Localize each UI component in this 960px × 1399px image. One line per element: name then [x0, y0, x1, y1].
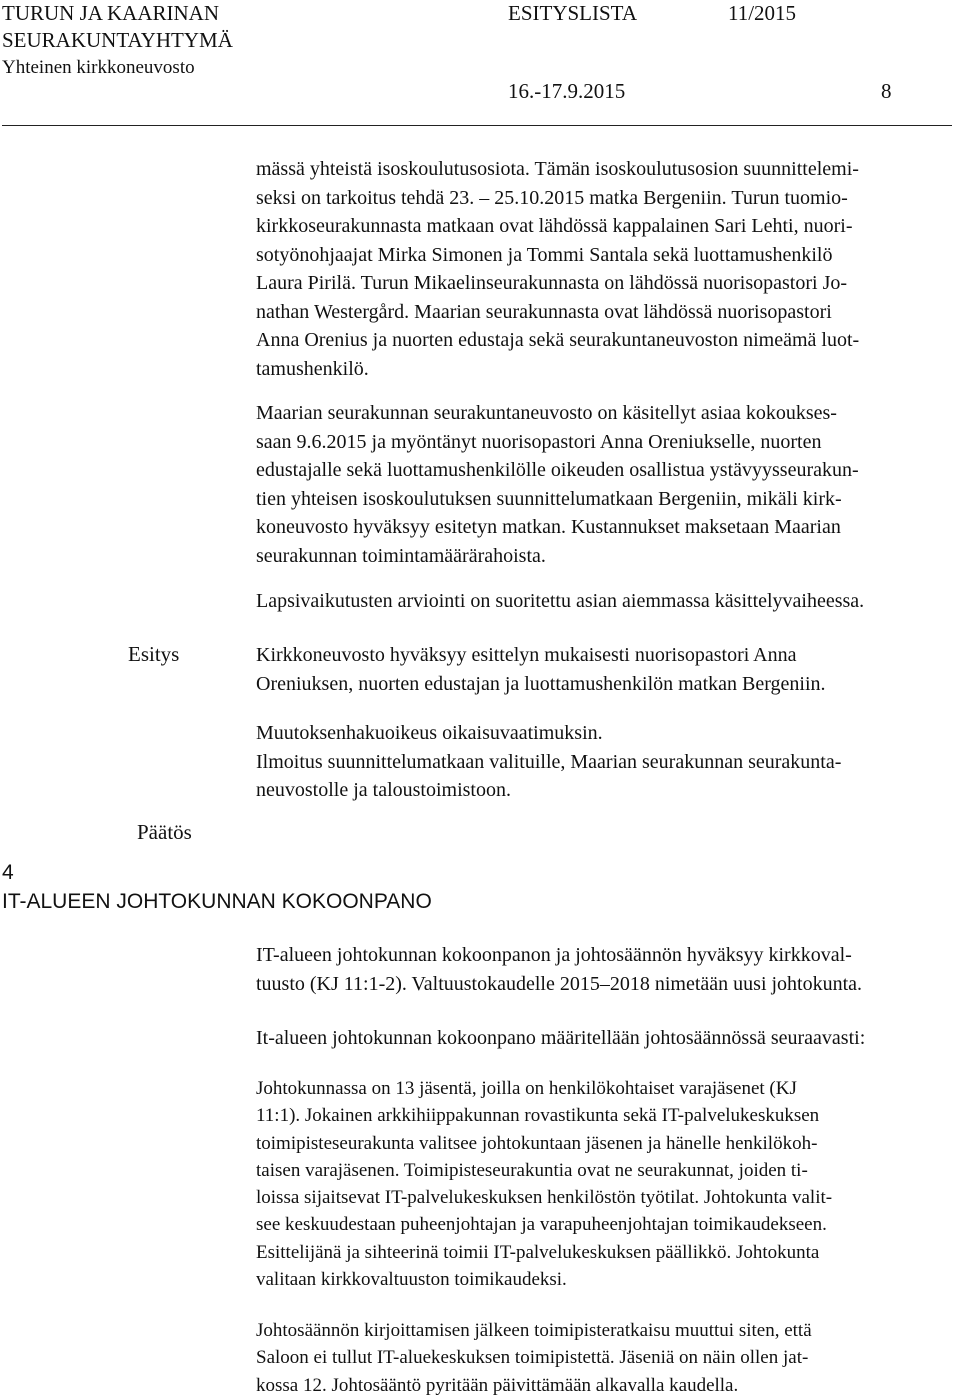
org-name-line1: TURUN JA KAARINAN	[2, 1, 220, 25]
paragraph-5: IT-alueen johtokunnan kokoonpanon ja johtosäännön hyväksyy kirkkoval- tuusto (KJ 11:1-2). Valtuustokaudelle 2015–2018 nimetään uusi johtokunta.	[256, 944, 863, 995]
esitys-text: Kirkkoneuvosto hyväksyy esittelyn mukaisesti nuorisopastori Anna Oreniuksen, nuorten edustajan ja luottamushenkilön matkan Bergeniin.	[256, 644, 826, 695]
paragraph-8: Johtosäännön kirjoittamisen jälkeen toimipisteratkaisu muuttui siten, että Saloon ei tullut IT-aluekeskuksen toimipistettä. Jäseniä on näin ollen jat- kossa 12. Johtosääntö pyritään päivittämään alkavalla kaudella.	[256, 1320, 812, 1396]
doc-number: 11/2015	[728, 1, 797, 25]
doc-type: ESITYSLISTA	[508, 1, 637, 25]
paragraph-6: It-alueen johtokunnan kokoonpano määritellään johtosäännössä seuraavasti:	[256, 1027, 866, 1049]
header-divider	[2, 125, 952, 126]
paragraph-3: Lapsivaikutusten arviointi on suoritettu asian aiemmassa käsittelyvaiheessa.	[256, 590, 865, 612]
paragraph-4: Muutoksenhakuoikeus oikaisuvaatimuksin. Ilmoitus suunnittelumatkaan valituille, Maarian seurakunnan seurakunta- neuvostolle ja taloustoimistoon.	[256, 722, 842, 801]
esitys-label: Esitys	[128, 642, 180, 666]
section-title: IT-ALUEEN JOHTOKUNNAN KOKOONPANO	[2, 890, 432, 913]
section-number: 4	[2, 861, 14, 884]
org-name-line2: SEURAKUNTAYHTYMÄ	[2, 28, 233, 52]
meeting-date: 16.-17.9.2015	[508, 79, 626, 103]
paragraph-7: Johtokunnassa on 13 jäsentä, joilla on henkilökohtaiset varajäsenet (KJ 11:1). Jokainen arkkihiippakunnan rovastikunta sekä IT-palvelukeskuksen toimipisteseurakunta valitsee johtokuntaan jäsenen ja hänelle henkilökoh- taisen varajäsenen. Toimipisteseurakuntia ovat ne seurakunnat, joiden ti- loissa sijaitsevat IT-palvelukeskuksen henkilöstön työtilat. Johtokunta valit- see keskuudestaan puheenjohtajan ja varapuheenjohtajan toimikaudekseen. Esittelijänä ja sihteerinä toimii IT-palvelukeskuksen päällikkö. Johtokunta valitaan kirkkovaltuuston toimikaudeksi.	[256, 1078, 833, 1291]
org-name-line3: Yhteinen kirkkoneuvosto	[2, 57, 195, 78]
paragraph-1: mässä yhteistä isoskoulutusosiota. Tämän isoskoulutusosion suunnittelemi- seksi on tarkoitus tehdä 23. – 25.10.2015 matka Bergeniin. Turun tuomio- kirkkoseurakunnasta matkaan ovat lähdössä kappalainen Sari Lehti, nuori- sotyönohjaajat Mirka Simonen ja Tommi Santala sekä luottamushenkilö Laura Pirilä. Turun Mikaelinseurakunnasta on lähdössä nuorisopastori Jo- nathan Westergård. Maarian seurakunnasta ovat lähdössä nuorisopastori Anna Orenius ja nuorten edustaja sekä seurakuntaneuvoston nimeämä luot- tamushenkilö.	[256, 158, 860, 380]
paatos-label: Päätös	[137, 820, 192, 844]
paragraph-2: Maarian seurakunnan seurakuntaneuvosto on käsitellyt asiaa kokoukses- saan 9.6.2015 ja myöntänyt nuorisopastori Anna Oreniukselle, nuorten edustajalle sekä luottamushenkilölle oikeuden osallistua ystävyysseurakun- tien yhteisen isoskoulutuksen suunnittelumatkaan Bergeniin, mikäli kirk- koneuvosto hyväksyy esitetyn matkan. Kustannukset maksetaan Maarian seurakunnan toimintamäärärahoista.	[256, 402, 859, 567]
page-number: 8	[881, 79, 892, 103]
